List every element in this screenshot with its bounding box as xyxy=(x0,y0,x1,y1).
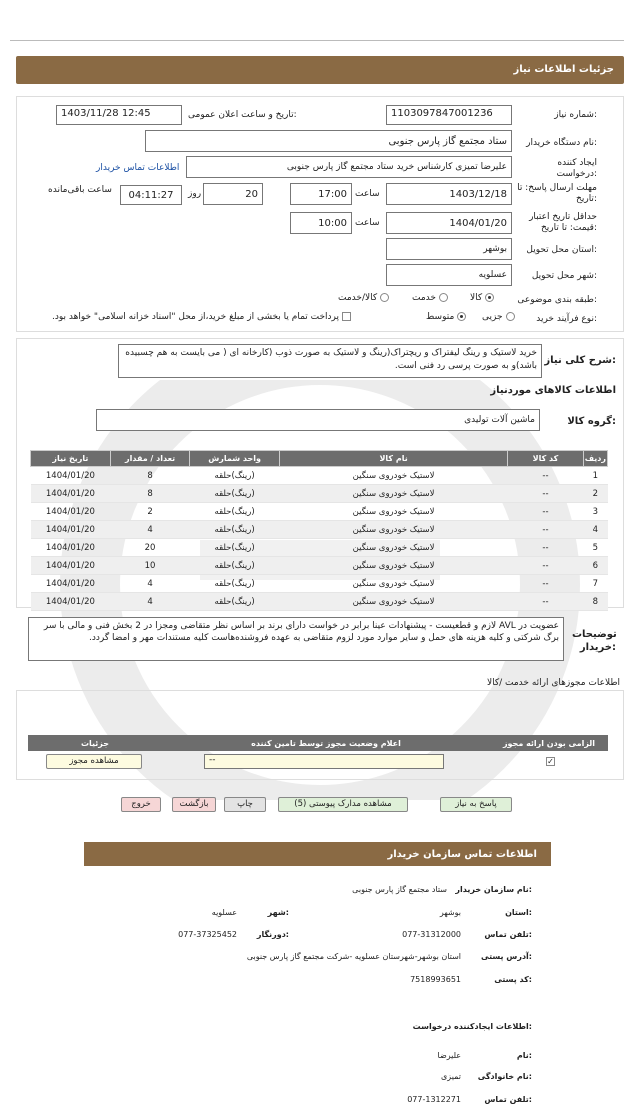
cell-unit: (رینگ)حلقه xyxy=(190,485,280,503)
goods-group-field: ماشین آلات تولیدی xyxy=(96,409,540,431)
need-number-label: شماره نیاز: xyxy=(554,110,597,120)
cell-need-date: 1404/01/20 xyxy=(31,521,111,539)
cell-unit: (رینگ)حلقه xyxy=(190,593,280,611)
cell-item-code: -- xyxy=(508,485,584,503)
table-row xyxy=(31,557,608,575)
cell-quantity: 4 xyxy=(110,593,190,611)
cell-item-name: لاستیک خودروی سنگین xyxy=(279,575,507,593)
col-qty-header: تعداد / مقدار xyxy=(110,451,190,467)
creator-first-name-label: نام: xyxy=(516,1051,532,1060)
table-row xyxy=(31,575,608,593)
payment-note xyxy=(52,312,351,322)
cell-item-name: لاستیک خودروی سنگین xyxy=(279,593,507,611)
province-label: استان محل تحویل: xyxy=(526,245,597,255)
cell-quantity: 8 xyxy=(110,467,190,485)
lic-required-header: الزامی بودن ارائه مجوز xyxy=(490,735,608,751)
cell-item-code: -- xyxy=(508,593,584,611)
category-both-text: کالا/خدمت xyxy=(338,293,378,303)
contact-address-label: آدرس پستی: xyxy=(481,952,532,961)
goods-table xyxy=(30,450,608,611)
days-label: روز xyxy=(188,189,202,199)
col-code-header: کد کالا xyxy=(508,451,584,467)
cell-item-name: لاستیک خودروی سنگین xyxy=(279,467,507,485)
license-status-field: -- xyxy=(204,754,444,769)
goods-table-body xyxy=(31,467,608,611)
contact-province-value: بوشهر xyxy=(439,908,461,917)
col-row-header: ردیف xyxy=(583,451,607,467)
process-medium-option[interactable] xyxy=(426,312,466,322)
cell-row-number: 4 xyxy=(583,521,607,539)
view-license-button[interactable]: مشاهده مجوز xyxy=(46,754,142,769)
licenses-table xyxy=(28,735,608,751)
goods-table-header xyxy=(31,451,608,467)
radio-icon xyxy=(506,312,515,321)
top-divider xyxy=(10,40,624,41)
cell-unit: (رینگ)حلقه xyxy=(190,557,280,575)
cell-need-date: 1404/01/20 xyxy=(31,575,111,593)
city-label: شهر محل تحویل: xyxy=(531,271,597,281)
radio-selected-icon xyxy=(485,293,494,302)
lic-status-header: اعلام وضعیت مجوز توسط تامین کننده xyxy=(162,735,490,751)
license-required-checkbox[interactable]: ✓ xyxy=(547,757,554,766)
cell-quantity: 10 xyxy=(110,557,190,575)
cell-row-number: 2 xyxy=(583,485,607,503)
buyer-notes-text: عضویت در AVL لازم و قطعیست - پیشنهادات عینا برابر در خواست دارای برند بر اساس نظر متقاضی ومجزا در 2 بخش فنی و مالی با سر برگ شرکتی و کلیه هزینه های حمل و سایر موارد مورد لزوم متقاضی به عهده فروشنده‌هاست کلیه مستندات مهر و امضا گردد. xyxy=(28,617,564,661)
cell-item-code: -- xyxy=(508,557,584,575)
creator-last-name-value: تمیزی xyxy=(441,1072,461,1081)
min-valid-date-field: 1404/01/20 xyxy=(386,212,512,234)
min-valid-label: حداقل تاریخ اعتبار قیمت: تا تاریخ: xyxy=(529,212,597,233)
cell-item-name: لاستیک خودروی سنگین xyxy=(279,485,507,503)
table-row xyxy=(31,539,608,557)
buyer-notes-label: توضیحات خریدار: xyxy=(572,629,617,653)
contact-phone-label: تلفن تماس: xyxy=(484,930,532,939)
creator-label: ایجاد کننده درخواست: xyxy=(556,158,597,179)
deadline-date-field: 1403/12/18 xyxy=(386,183,512,205)
page-title: جزئیات اطلاعات نیاز xyxy=(513,64,614,75)
creator-phone-value: 077-1312271 xyxy=(407,1095,461,1104)
cell-item-name: لاستیک خودروی سنگین xyxy=(279,557,507,575)
cell-quantity: 4 xyxy=(110,521,190,539)
attachments-button[interactable]: مشاهده مدارک پیوستی (5) xyxy=(278,797,408,812)
cell-item-code: -- xyxy=(508,575,584,593)
cell-quantity: 4 xyxy=(110,575,190,593)
contact-org-label: نام سازمان خریدار: xyxy=(455,885,532,894)
licenses-title: اطلاعات مجوزهای ارائه خدمت /کالا xyxy=(486,678,620,688)
cell-row-number: 1 xyxy=(583,467,607,485)
contact-city-value: عسلویه xyxy=(211,908,237,917)
licenses-table-container xyxy=(28,735,608,751)
contact-header xyxy=(84,842,551,866)
contact-city-label: شهر: xyxy=(267,908,289,917)
cell-item-code: -- xyxy=(508,521,584,539)
cell-item-name: لاستیک خودروی سنگین xyxy=(279,539,507,557)
contact-title: اطلاعات تماس سازمان خریدار xyxy=(387,849,537,860)
cell-item-code: -- xyxy=(508,467,584,485)
checkbox-icon[interactable] xyxy=(342,312,351,321)
days-field: 20 xyxy=(203,183,263,205)
cell-need-date: 1404/01/20 xyxy=(31,467,111,485)
creator-field: علیرضا تمیزی کارشناس خرید ستاد مجتمع گاز پارس جنوبی xyxy=(186,156,512,178)
print-button[interactable]: چاپ xyxy=(224,797,266,812)
process-partial-option[interactable] xyxy=(482,312,515,322)
cell-row-number: 5 xyxy=(583,539,607,557)
deadline-label: مهلت ارسال پاسخ: تا تاریخ: xyxy=(517,183,597,204)
category-service-option[interactable] xyxy=(412,293,448,303)
cell-unit: (رینگ)حلقه xyxy=(190,467,280,485)
page-header xyxy=(16,56,624,84)
radio-icon xyxy=(439,293,448,302)
creator-last-name-label: نام خانوادگی: xyxy=(477,1072,532,1081)
announce-label: تاریخ و ساعت اعلان عمومی: xyxy=(188,110,297,120)
cell-item-name: لاستیک خودروی سنگین xyxy=(279,503,507,521)
contact-province-label: استان: xyxy=(505,908,532,917)
cell-quantity: 20 xyxy=(110,539,190,557)
lic-details-header: جزئیات xyxy=(28,735,162,751)
min-valid-time-label: ساعت xyxy=(355,218,380,228)
table-row xyxy=(31,521,608,539)
announce-field: 1403/11/28 12:45 xyxy=(56,105,182,125)
contact-fax-value: 077-37325452 xyxy=(178,930,237,939)
cell-need-date: 1404/01/20 xyxy=(31,503,111,521)
goods-table-container xyxy=(30,450,608,611)
radio-selected-icon xyxy=(457,312,466,321)
contact-postal-label: کد پستی: xyxy=(494,975,532,984)
process-label: نوع فرآیند خرید: xyxy=(536,314,597,324)
reply-button[interactable]: پاسخ به نیاز xyxy=(440,797,512,812)
goods-section-title: اطلاعات کالاهای موردنیاز xyxy=(490,385,616,396)
table-row xyxy=(31,503,608,521)
category-both-option[interactable] xyxy=(338,293,389,303)
process-partial-text: جزیی xyxy=(482,312,503,322)
back-button[interactable]: بازگشت xyxy=(172,797,216,812)
cell-item-name: لاستیک خودروی سنگین xyxy=(279,521,507,539)
remaining-label: ساعت باقی‌مانده xyxy=(48,185,112,195)
cell-row-number: 6 xyxy=(583,557,607,575)
category-label: طبقه بندی موضوعی: xyxy=(517,295,597,305)
cell-need-date: 1404/01/20 xyxy=(31,593,111,611)
contact-fax-label: دورنگار: xyxy=(256,930,289,939)
cell-need-date: 1404/01/20 xyxy=(31,485,111,503)
table-row xyxy=(31,593,608,611)
payment-note-text: پرداخت تمام یا بخشی از مبلغ خرید،از محل "اسناد خزانه اسلامی" خواهد بود. xyxy=(52,312,340,322)
deadline-time-label: ساعت xyxy=(355,189,380,199)
cell-unit: (رینگ)حلقه xyxy=(190,539,280,557)
cell-unit: (رینگ)حلقه xyxy=(190,521,280,539)
need-number-field: 1103097847001236 xyxy=(386,105,512,125)
category-service-text: خدمت xyxy=(412,293,436,303)
cell-unit: (رینگ)حلقه xyxy=(190,503,280,521)
buyer-contact-link[interactable]: اطلاعات تماس خریدار xyxy=(96,163,180,173)
contact-address-value: استان بوشهر-شهرستان عسلویه -شرکت مجتمع گاز پارس جنوبی xyxy=(246,952,461,961)
province-field: بوشهر xyxy=(386,238,512,260)
contact-org-value: ستاد مجتمع گاز پارس جنوبی xyxy=(352,885,447,894)
contact-phone-value: 077-31312000 xyxy=(402,930,461,939)
cell-need-date: 1404/01/20 xyxy=(31,557,111,575)
creator-phone-label: تلفن تماس: xyxy=(484,1095,532,1104)
cell-unit: (رینگ)حلقه xyxy=(190,575,280,593)
cell-need-date: 1404/01/20 xyxy=(31,539,111,557)
summary-label: شرح کلی نیاز: xyxy=(544,355,616,366)
creator-info-title: اطلاعات ایجادکننده درخواست: xyxy=(412,1022,532,1031)
col-unit-header: واحد شمارش xyxy=(190,451,280,467)
contact-postal-value: 7518993651 xyxy=(410,975,461,984)
buyer-org-label: نام دستگاه خریدار: xyxy=(526,138,597,148)
deadline-time-field: 17:00 xyxy=(290,183,352,205)
col-name-header: نام کالا xyxy=(279,451,507,467)
cell-quantity: 2 xyxy=(110,503,190,521)
cell-item-code: -- xyxy=(508,503,584,521)
cell-item-code: -- xyxy=(508,539,584,557)
remaining-time-field: 04:11:27 xyxy=(120,185,182,205)
goods-group-label: گروه کالا: xyxy=(567,416,616,427)
cell-quantity: 8 xyxy=(110,485,190,503)
category-goods-text: کالا xyxy=(470,293,483,303)
exit-button[interactable]: خروج xyxy=(121,797,161,812)
cell-row-number: 8 xyxy=(583,593,607,611)
process-medium-text: متوسط xyxy=(426,312,455,322)
buyer-org-field: ستاد مجتمع گاز پارس جنوبی xyxy=(145,130,512,152)
table-row xyxy=(31,485,608,503)
city-field: عسلویه xyxy=(386,264,512,286)
min-valid-time-field: 10:00 xyxy=(290,212,352,234)
radio-icon xyxy=(380,293,389,302)
category-goods-option[interactable] xyxy=(470,293,494,303)
cell-row-number: 7 xyxy=(583,575,607,593)
cell-row-number: 3 xyxy=(583,503,607,521)
creator-first-name-value: علیرضا xyxy=(437,1051,461,1060)
col-date-header: تاریخ نیاز xyxy=(31,451,111,467)
table-row xyxy=(31,467,608,485)
summary-text: خرید لاستیک و رینگ لیفتراک و ریچتراک(رینگ و لاستیک به صورت ذوب (کارخانه ای ( می بایست به هم چسبیده باشد)و به صورت پرسی رد فنی است. xyxy=(118,344,542,378)
